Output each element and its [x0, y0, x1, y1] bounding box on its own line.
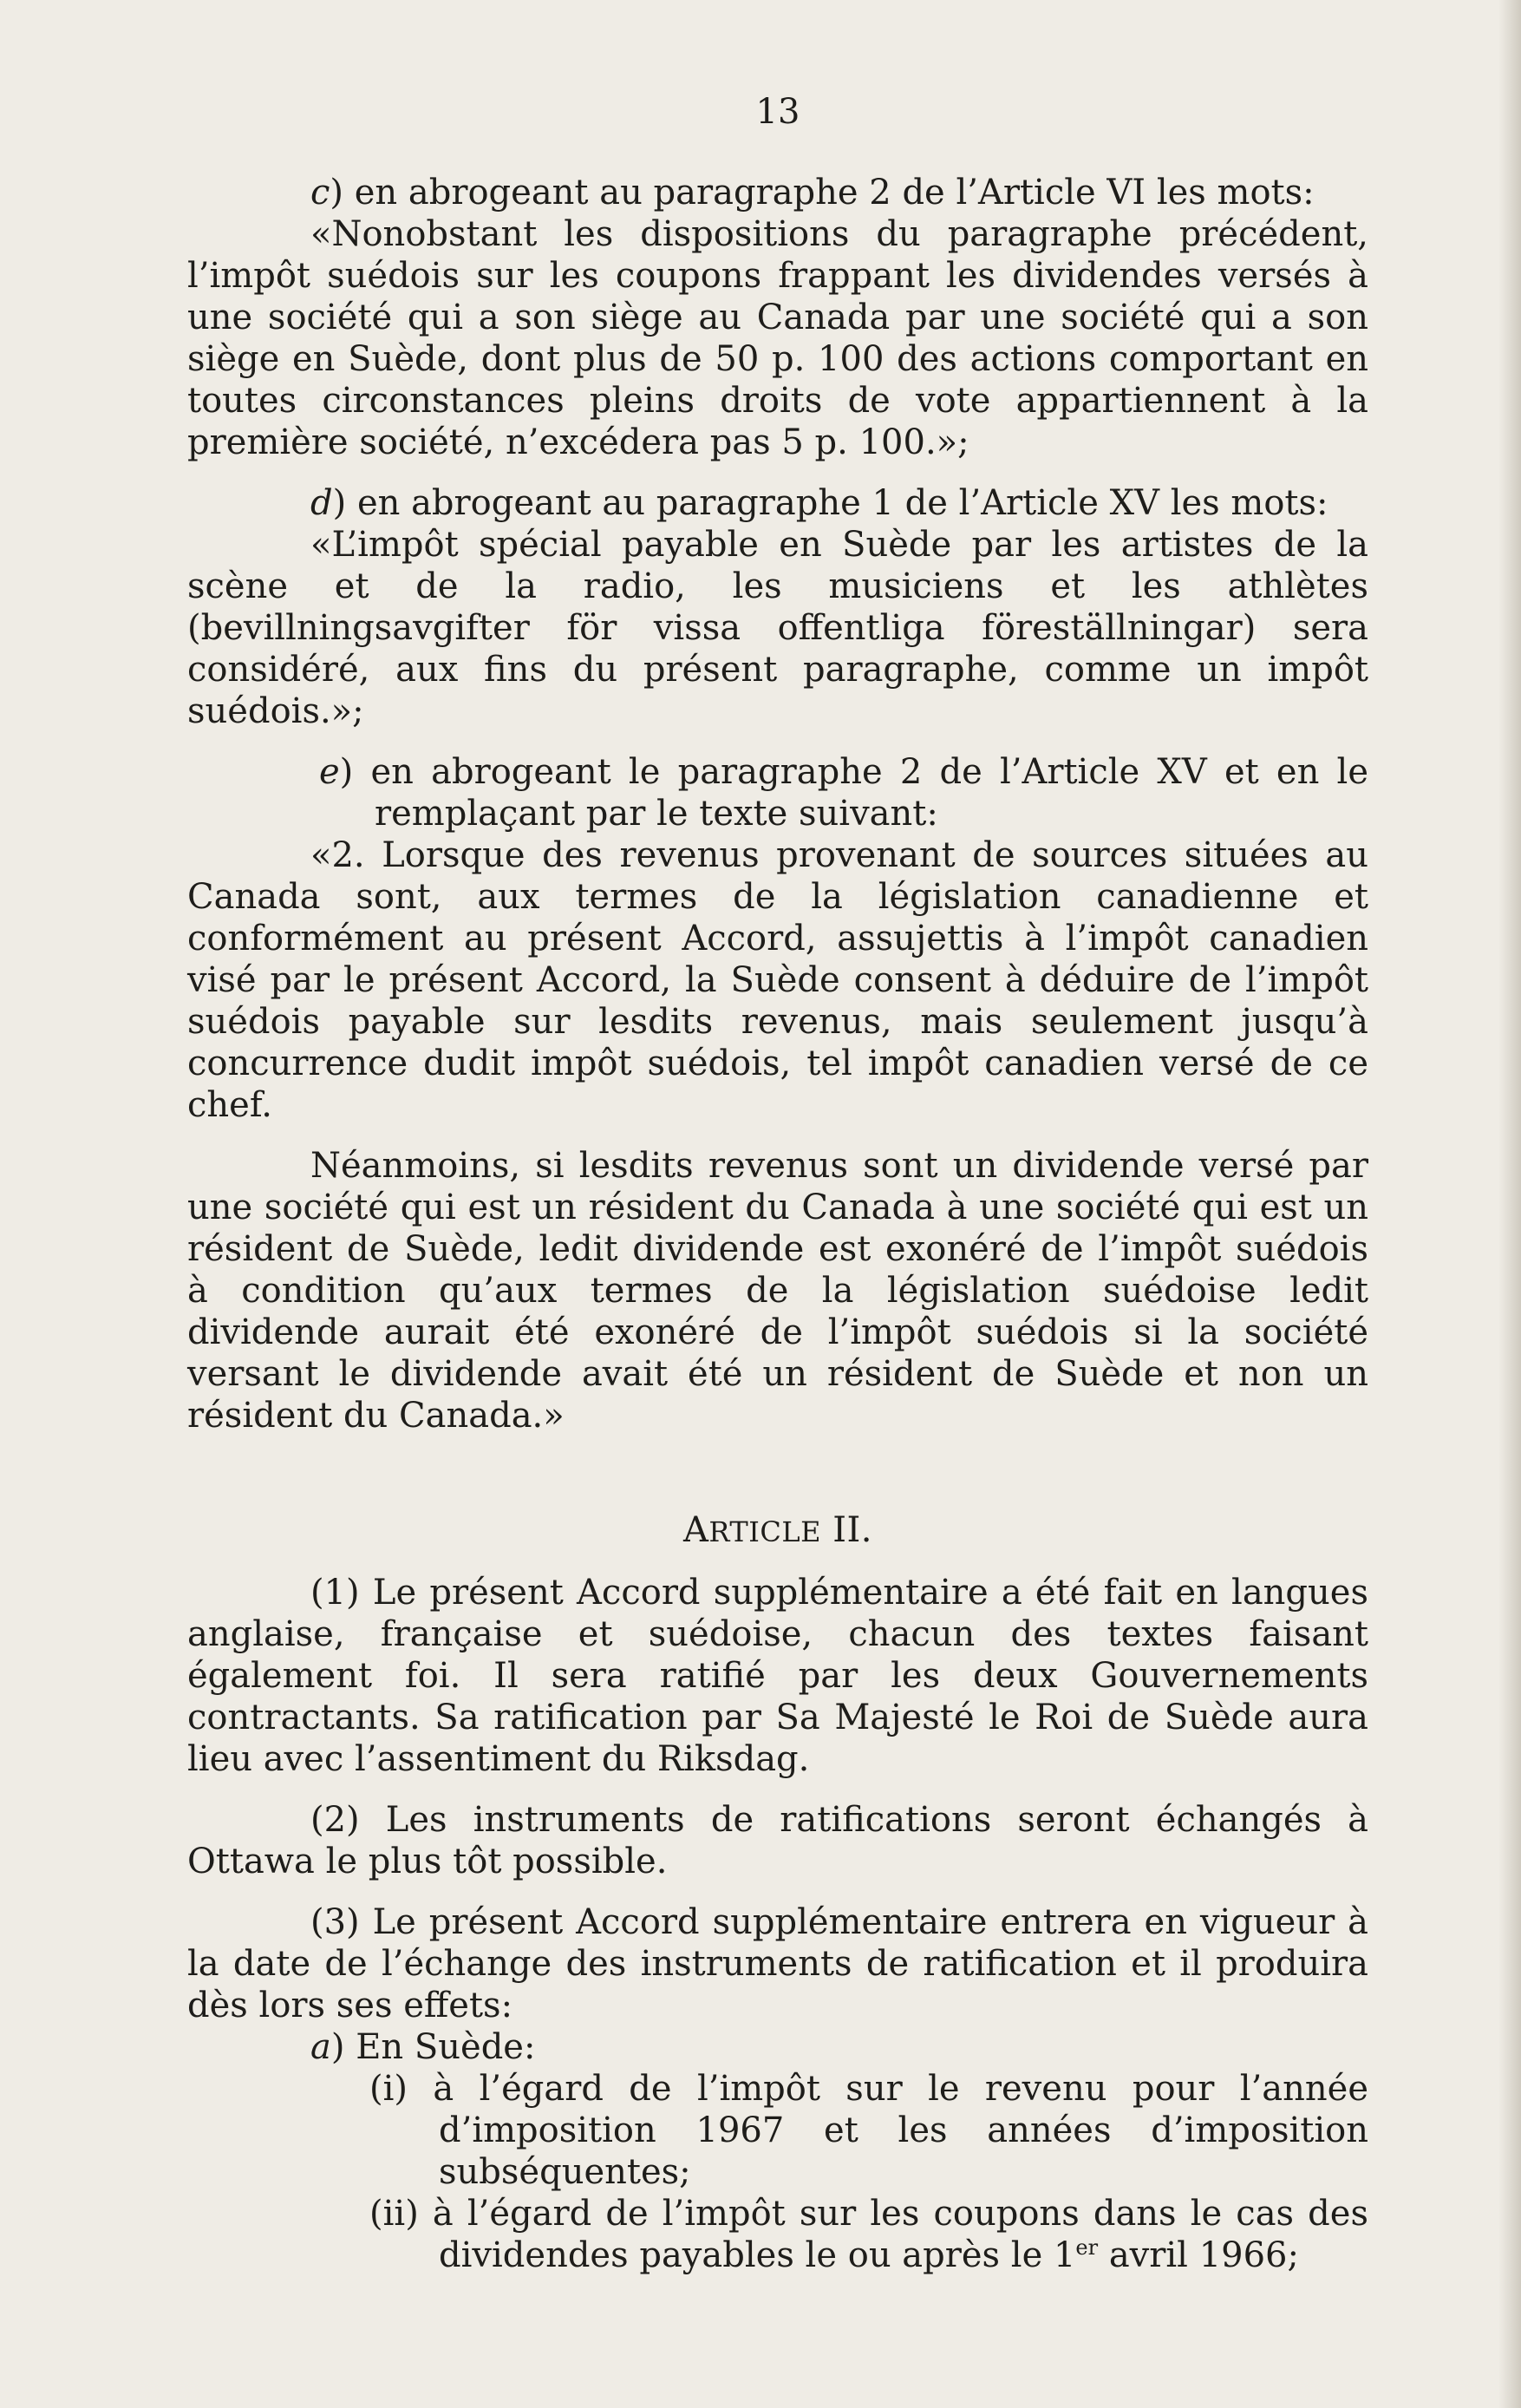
clause-e-quote-2: Néanmoins, si lesdits revenus sont un dividende versé par une société qui est un résident du Canada à une société qui est un résident de Suède, ledit dividende est exonéré de l’impôt suédois à condition qu’aux termes de la législation suédoise ledit dividende aurait été exonéré de l’impôt suédois si la société versant le dividende avait été un résident de Suède et non un résident du Canada.»	[187, 1146, 1368, 1436]
article-heading-number: II.	[832, 1510, 873, 1550]
clause-c-quote: «Nonobstant les dispositions du paragraphe précédent, l’impôt suédois sur les coupons frappant les dividendes versés à une société qui a son siège au Canada par une société qui a son siège en Suède, dont plus de 50 p. 100 des actions comportant en toutes circonstances pleins droits de vote appartiennent à la première société, n’excédera pas 5 p. 100.»;	[187, 214, 1368, 462]
page-number: 13	[755, 92, 800, 132]
superscript-er: er	[1075, 2235, 1099, 2260]
page-edge-shadow	[1498, 0, 1521, 2408]
sub-item-ii-text: (ii) à l’égard de l’impôt sur les coupons dans le cas des dividendes payables le ou après le 1	[369, 2194, 1368, 2275]
clause-c-label: c	[310, 173, 330, 213]
article-heading	[187, 1509, 1368, 1553]
sub-clause-a-label: a	[310, 2027, 331, 2067]
article-paragraph-3: (3) Le présent Accord supplémentaire entrera en vigueur à la date de l’échange des instruments de ratification et il produira dès lors ses effets:	[187, 1902, 1368, 2025]
clause-c-intro: c) en abrogeant au paragraphe 2 de l’Article VI les mots:	[310, 173, 1315, 213]
sub-item-ii	[369, 2193, 1368, 2276]
clause-e-quote-1: «2. Lorsque des revenus provenant de sources situées au Canada sont, aux termes de la législation canadienne et conformément au présent Accord, assujettis à l’impôt canadien visé par le présent Accord, la Suède consent à déduire de l’impôt suédois payable sur lesdits revenus, mais seulement jusqu’à concurrence dudit impôt suédois, tel impôt canadien versé de ce chef.	[187, 835, 1368, 1125]
clause-d-intro-text: en abrogeant au paragraphe 1 de l’Article XV les mots:	[356, 483, 1328, 523]
clause-e-intro: e) en abrogeant le paragraphe 2 de l’Article XV et en le remplaçant par le texte suivant:	[319, 752, 1368, 834]
clause-d-intro: d) en abrogeant au paragraphe 1 de l’Article XV les mots:	[310, 483, 1328, 523]
article-heading-rest: RTICLE	[708, 1515, 821, 1548]
sub-clause-a-text: En Suède:	[356, 2027, 536, 2067]
sub-item-i: (i) à l’égard de l’impôt sur le revenu pour l’année d’imposition 1967 et les années d’imposition subséquentes;	[369, 2069, 1368, 2192]
article-paragraph-1: (1) Le présent Accord supplémentaire a été fait en langues anglaise, française et suédoise, chacun des textes faisant également foi. Il sera ratifié par les deux Gouvernements contractants. Sa ratification par Sa Majesté le Roi de Suède aura lieu avec l’assentiment du Riksdag.	[187, 1573, 1368, 1779]
clause-d-quote: «L’impôt spécial payable en Suède par les artistes de la scène et de la radio, les musiciens et les athlètes (bevillningsavgifter för vissa offentliga föreställningar) sera considéré, aux fins du présent paragraphe, comme un impôt suédois.»;	[187, 525, 1368, 731]
sub-item-ii-text-end: avril 1966;	[1098, 2235, 1299, 2275]
clause-e-label: e	[319, 752, 340, 792]
article-paragraph-2: (2) Les instruments de ratifications seront échangés à Ottawa le plus tôt possible.	[187, 1800, 1368, 1881]
clause-d-label: d	[310, 483, 333, 523]
clause-c-intro-text: en abrogeant au paragraphe 2 de l’Article VI les mots:	[354, 173, 1315, 213]
clause-e-intro-text: en abrogeant le paragraphe 2 de l’Article XV et en le remplaçant par le texte suivant:	[370, 752, 1368, 834]
document-body	[187, 91, 1368, 2276]
sub-clause-a: a) En Suède:	[310, 2027, 536, 2067]
article-heading-initial: A	[682, 1510, 709, 1550]
